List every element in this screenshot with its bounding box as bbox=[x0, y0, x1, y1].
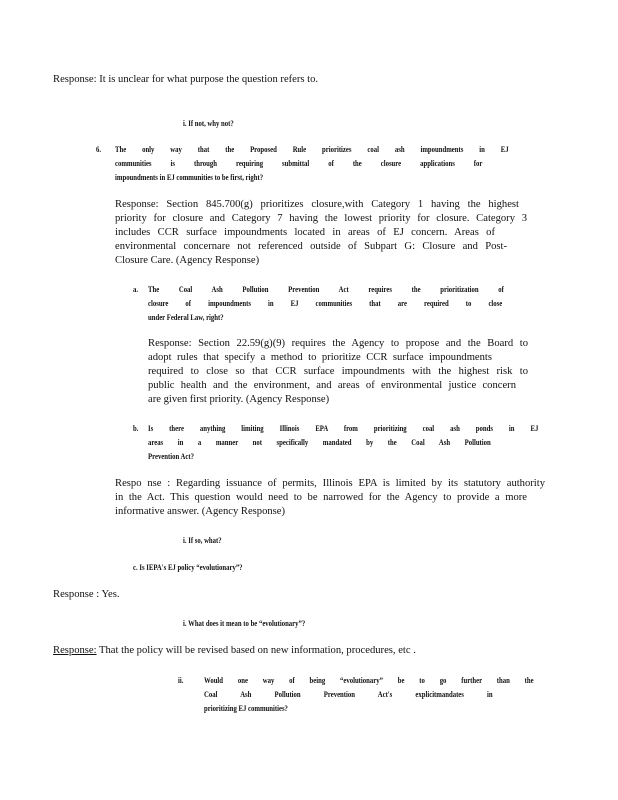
question-ii-number: ii. bbox=[178, 676, 184, 685]
response-845-line-4: environmental concernare not referenced outside of Subpart G: Closure and Post- bbox=[115, 241, 507, 252]
response-policy-revised bbox=[53, 644, 416, 658]
question-if-so-what: i. If so, what? bbox=[183, 536, 222, 545]
response-yes: Response : Yes. bbox=[53, 589, 120, 600]
question-6-line-3: impoundments in EJ communities to be first, right? bbox=[115, 173, 264, 182]
question-6-number: 6. bbox=[96, 145, 102, 154]
question-a-line-3: under Federal Law, right? bbox=[148, 313, 224, 322]
question-if-not-why-not: i. If not, why not? bbox=[183, 119, 234, 128]
question-ii-line-3: prioritizing EJ communities? bbox=[204, 704, 288, 713]
response-2259-line-3: required to close so that CCR surface impoundments with the highest risk to bbox=[148, 366, 528, 377]
question-b-line-1: Is there anything limiting Illinois EPA from prioritizing coal ash ponds in EJ bbox=[148, 424, 539, 433]
question-b-line-3: Prevention Act? bbox=[148, 452, 194, 461]
question-c-evolutionary: c. Is IEPA's EJ policy “evolutionary”? bbox=[133, 563, 243, 572]
response-purpose: Response: It is unclear for what purpose the question refers to. bbox=[53, 74, 319, 85]
response-permits-line-2: in the Act. This question would need to be narrowed for the Agency to provide a more bbox=[115, 492, 527, 503]
response-845-line-5: Closure Care. (Agency Response) bbox=[115, 255, 260, 266]
response-policy-text: That the policy will be revised based on new information, procedures, etc . bbox=[96, 645, 416, 656]
question-6-line-1: The only way that the Proposed Rule prioritizes coal ash impoundments in EJ bbox=[115, 145, 509, 154]
question-a-number: a. bbox=[133, 285, 139, 294]
question-a-line-1: The Coal Ash Pollution Prevention Act requires the prioritization of bbox=[148, 285, 504, 294]
response-2259-line-5: are given first priority. (Agency Response) bbox=[148, 394, 330, 405]
response-permits-line-3: informative answer. (Agency Response) bbox=[115, 506, 286, 517]
response-2259-line-2: adopt rules that specify a method to prioritize CCR surface impoundments bbox=[148, 352, 492, 363]
question-a-line-2: closure of impoundments in EJ communities that are required to close bbox=[148, 299, 503, 308]
response-2259-line-4: public health and the environment, and areas of environmental justice concern bbox=[148, 380, 516, 391]
response-2259-line-1: Response: Section 22.59(g)(9) requires the Agency to propose and the Board to bbox=[148, 338, 528, 349]
response-845-line-1: Response: Section 845.700(g) prioritizes closure,with Category 1 having the highest bbox=[115, 199, 519, 210]
question-what-does-it-mean: i. What does it mean to be “evolutionary”? bbox=[183, 619, 306, 628]
response-permits-line-1: Respo nse : Regarding issuance of permits, Illinois EPA is limited by its statutory authority bbox=[115, 478, 545, 489]
question-6-line-2: communities is through requiring submittal of the closure applications for bbox=[115, 159, 483, 168]
question-ii-line-1: Would one way of being “evolutionary” be to go further than the bbox=[204, 676, 534, 685]
response-label-underlined: Response: bbox=[53, 645, 97, 656]
response-845-line-2: priority for closure and Category 7 having the lowest priority for closure. Category 3 bbox=[115, 213, 527, 224]
question-ii-line-2: Coal Ash Pollution Prevention Act's explicitmandates in bbox=[204, 690, 493, 699]
question-b-line-2: areas in a manner not specifically mandated by the Coal Ash Pollution bbox=[148, 438, 491, 447]
question-b-number: b. bbox=[133, 424, 139, 433]
response-845-line-3: includes CCR surface impoundments located in areas of EJ concern. Areas of bbox=[115, 227, 495, 238]
